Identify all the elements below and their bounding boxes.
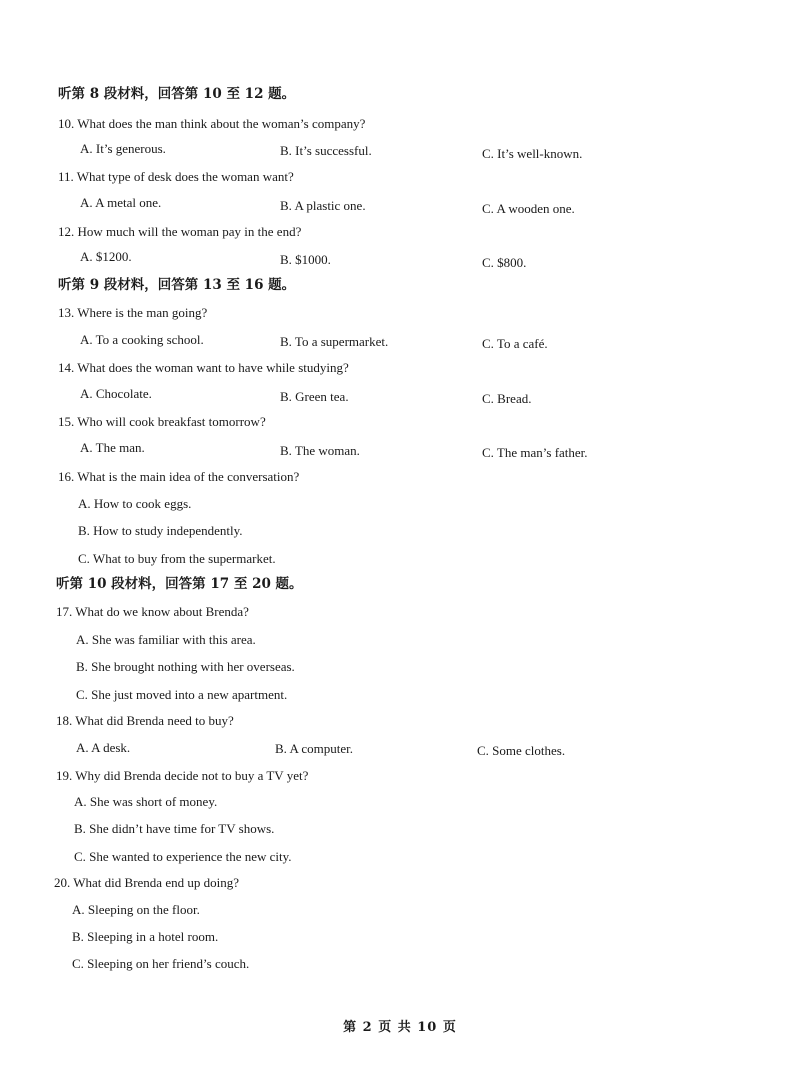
section-header: 听第 10 段材料，回答第 17 至 20 题。 <box>56 576 303 592</box>
option-a: A. A metal one. <box>80 195 162 210</box>
question-stem: 17. What do we know about Brenda? <box>56 604 249 619</box>
option-b: B. $1000. <box>280 252 331 267</box>
option-b: B. A plastic one. <box>280 198 366 213</box>
option-c: C. She wanted to experience the new city. <box>74 849 292 864</box>
option-a: A. The man. <box>80 440 145 455</box>
option-b: B. She brought nothing with her overseas. <box>76 659 295 674</box>
option-a: A. Sleeping on the floor. <box>72 902 200 917</box>
question-stem: 13. Where is the man going? <box>58 305 208 320</box>
section-header: 听第 8 段材料，回答第 10 至 12 题。 <box>58 86 296 102</box>
option-b: B. A computer. <box>275 741 353 756</box>
option-a: A. How to cook eggs. <box>78 496 192 511</box>
question-stem: 10. What does the man think about the woman’s company? <box>58 116 366 131</box>
question-stem: 11. What type of desk does the woman want? <box>58 169 294 184</box>
option-b: B. Sleeping in a hotel room. <box>72 929 219 944</box>
option-c: C. A wooden one. <box>482 201 575 216</box>
option-b: B. It’s successful. <box>280 143 372 158</box>
question-stem: 18. What did Brenda need to buy? <box>56 713 234 728</box>
question-stem: 19. Why did Brenda decide not to buy a TV yet? <box>56 768 309 783</box>
option-b: B. To a supermarket. <box>280 334 389 349</box>
question-stem: 14. What does the woman want to have while studying? <box>58 360 349 375</box>
option-c: C. Bread. <box>482 391 532 406</box>
option-a: A. She was familiar with this area. <box>76 632 256 647</box>
option-a: A. Chocolate. <box>80 386 152 401</box>
option-a: A. To a cooking school. <box>80 332 204 347</box>
option-c: C. The man’s father. <box>482 445 588 460</box>
option-a: A. $1200. <box>80 249 132 264</box>
option-c: C. It’s well-known. <box>482 146 583 161</box>
option-b: B. How to study independently. <box>78 523 243 538</box>
question-stem: 15. Who will cook breakfast tomorrow? <box>58 414 266 429</box>
section-header: 听第 9 段材料，回答第 13 至 16 题。 <box>58 277 296 293</box>
option-c: C. Some clothes. <box>477 743 566 758</box>
option-b: B. She didn’t have time for TV shows. <box>74 821 275 836</box>
option-c: C. To a café. <box>482 336 548 351</box>
option-a: A. She was short of money. <box>74 794 218 809</box>
option-a: A. It’s generous. <box>80 141 166 156</box>
option-c: C. Sleeping on her friend’s couch. <box>72 956 250 971</box>
option-c: C. She just moved into a new apartment. <box>76 687 288 702</box>
option-b: B. The woman. <box>280 443 360 458</box>
question-stem: 20. What did Brenda end up doing? <box>54 875 239 890</box>
option-c: C. What to buy from the supermarket. <box>78 551 276 566</box>
option-a: A. A desk. <box>76 740 131 755</box>
page-footer: 第 2 页 共 10 页 <box>343 1020 457 1035</box>
question-stem: 12. How much will the woman pay in the end? <box>58 224 302 239</box>
option-b: B. Green tea. <box>280 389 349 404</box>
question-stem: 16. What is the main idea of the conversation? <box>58 469 300 484</box>
option-c: C. $800. <box>482 255 527 270</box>
